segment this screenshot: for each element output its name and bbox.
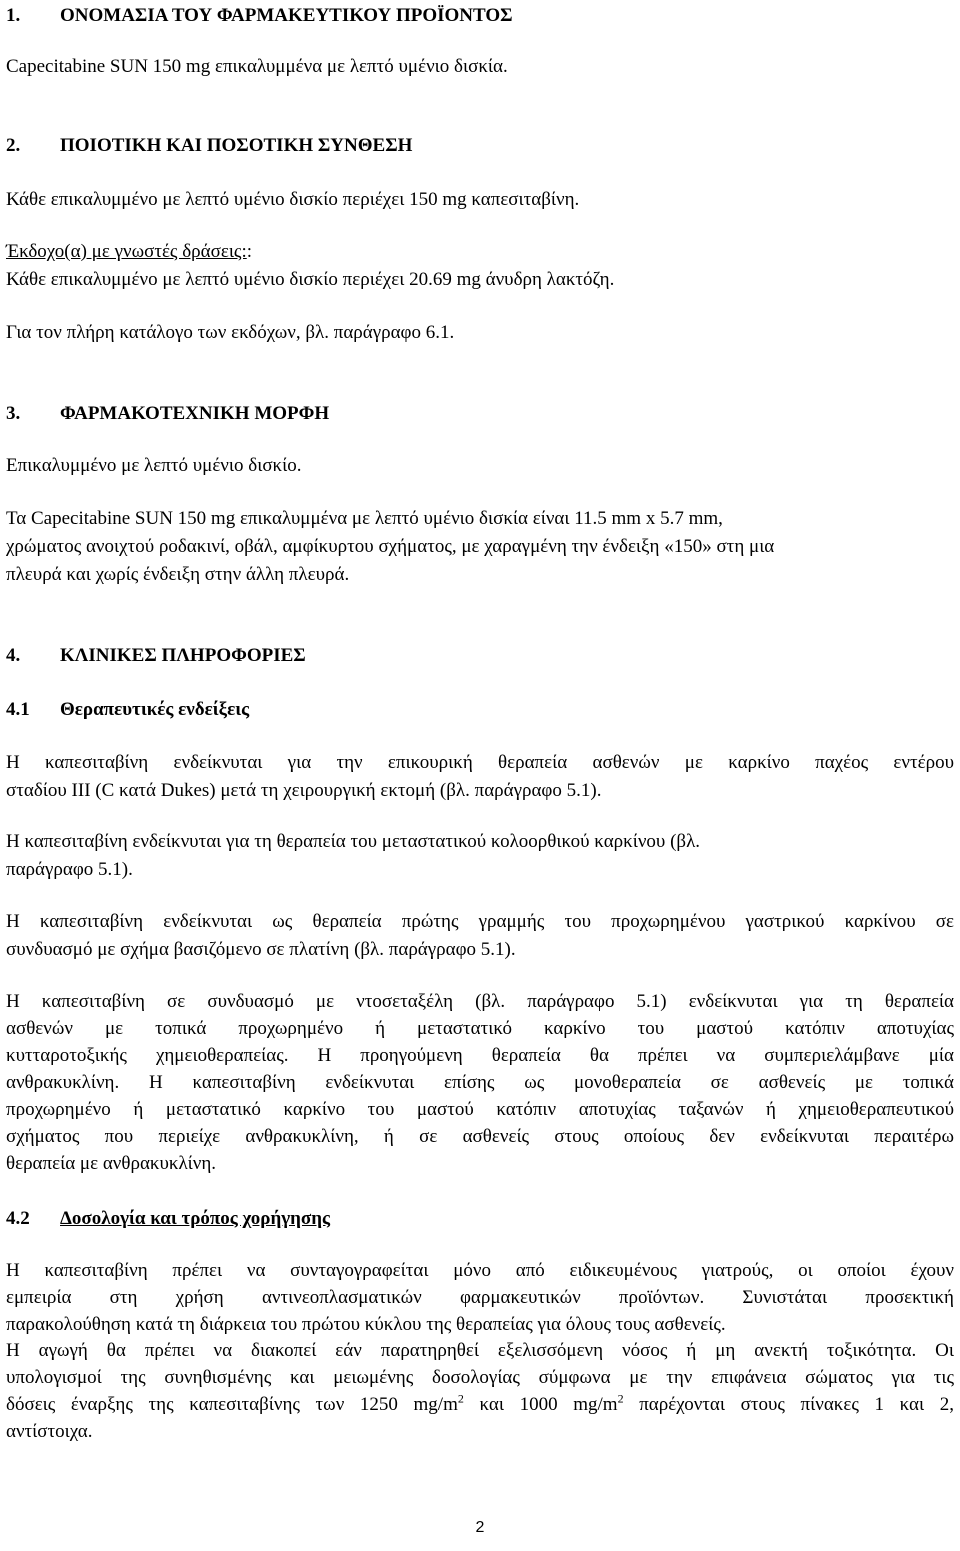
indication-a-line-1: Η καπεσιταβίνη ενδείκνυται για την επικουρική θεραπεία ασθενών με καρκίνο παχέος εντέρου — [6, 752, 954, 773]
section-number: 2. — [6, 135, 21, 156]
indication-d-line-4: ανθρακυκλίνη. Η καπεσιταβίνη ενδείκνυται επίσης ως μονοθεραπεία σε ασθενείς με τοπικά — [6, 1072, 954, 1093]
product-name-line: Capecitabine SUN 150 mg επικαλυμμένα με λεπτό υμένιο δισκία. — [6, 56, 508, 77]
dosage-line-4: Η αγωγή θα πρέπει να διακοπεί εάν παρατηρηθεί εξελισσόμενη νόσος ή μη ανεκτή τοξικότητα. Οι — [6, 1340, 954, 1361]
dosage-text: παρέχονται στους πίνακες 1 και 2, — [623, 1394, 954, 1415]
section-title: Θεραπευτικές ενδείξεις — [60, 699, 250, 720]
dosage-text: και 1000 mg/m — [463, 1394, 618, 1415]
section-4-1-heading — [6, 696, 249, 723]
section-2-heading — [6, 132, 412, 159]
section-3-heading — [6, 400, 329, 427]
section-title: ΟΝΟΜΑΣΙΑ ΤΟΥ ΦΑΡΜΑΚΕΥΤΙΚΟΥ ΠΡΟΪΟΝΤΟΣ — [60, 5, 513, 26]
excipients-reference-line: Για τον πλήρη κατάλογο των εκδόχων, βλ. παράγραφο 6.1. — [6, 322, 455, 343]
excipients-label — [6, 238, 252, 265]
dosage-line-7: αντίστοιχα. — [6, 1421, 93, 1442]
indication-c-line-1: Η καπεσιταβίνη ενδείκνυται ως θεραπεία πρώτης γραμμής του προχωρημένου γαστρικού καρκίνου σε — [6, 911, 954, 932]
dosage-line-1: Η καπεσιταβίνη πρέπει να συνταγογραφείται μόνο από ειδικευμένους γιατρούς, οι οποίοι έχουν — [6, 1260, 954, 1281]
section-4-heading — [6, 642, 306, 669]
indication-d-line-7: θεραπεία με ανθρακυκλίνη. — [6, 1153, 217, 1174]
section-number: 4.2 — [6, 1208, 30, 1229]
section-title: Δοσολογία και τρόπος χορήγησης — [60, 1208, 331, 1229]
indication-d-line-5: προχωρημένο ή μεταστατικό καρκίνο του μαστού κατόπιν αποτυχίας ταξανών ή χημειοθεραπευτικού — [6, 1099, 954, 1120]
dosage-text: δόσεις έναρξης της καπεσιταβίνης των 1250 mg/m — [6, 1394, 458, 1415]
indication-b-line-2: παράγραφο 5.1). — [6, 859, 133, 880]
indication-d-line-3: κυτταροτοξικής χημειοθεραπείας. Η προηγούμενη θεραπεία θα πρέπει να συμπεριελάμβανε μία — [6, 1045, 954, 1066]
section-title: ΦΑΡΜΑΚΟΤΕΧΝΙΚΗ ΜΟΡΦΗ — [60, 403, 330, 424]
description-line-2: χρώματος ανοιχτού ροδακινί, οβάλ, αμφίκυρτου σχήματος, με χαραγμένη την ένδειξη «150» στη μια — [6, 536, 775, 557]
indication-b-line-1: Η καπεσιταβίνη ενδείκνυται για τη θεραπεία του μεταστατικού κολοορθικού καρκίνου (βλ. — [6, 831, 701, 852]
indication-d-line-1: Η καπεσιταβίνη σε συνδυασμό με ντοσεταξέλη (βλ. παράγραφο 5.1) ενδείκνυται για τη θεραπεία — [6, 991, 954, 1012]
lactose-line: Κάθε επικαλυμμένο με λεπτό υμένιο δισκίο περιέχει 20.69 mg άνυδρη λακτόζη. — [6, 269, 615, 290]
section-number: 4. — [6, 645, 21, 666]
section-number: 4.1 — [6, 699, 30, 720]
page-number: 2 — [475, 1519, 485, 1536]
description-line-3: πλευρά και χωρίς ένδειξη στην άλλη πλευρά. — [6, 564, 350, 585]
section-title: ΠΟΙΟΤΙΚΗ ΚΑΙ ΠΟΣΟΤΙΚΗ ΣΥΝΘΕΣΗ — [60, 135, 413, 156]
form-line: Επικαλυμμένο με λεπτό υμένιο δισκίο. — [6, 455, 302, 476]
section-number: 1. — [6, 5, 21, 26]
dosage-line-6 — [6, 1391, 954, 1418]
indication-d-line-6: σχήματος που περιείχε ανθρακυκλίνη, ή σε ασθενείς στους οποίους δεν ενδείκνυται περαιτέρω — [6, 1126, 954, 1147]
indication-d-line-2: ασθενών με τοπικά προχωρημένο ή μεταστατικό καρκίνο του μαστού κατόπιν αποτυχίας — [6, 1018, 954, 1039]
dosage-line-5: υπολογισμοί της συνηθισμένης και μειωμένης δοσολογίας σύμφωνα με την επιφάνεια σώματος για τις — [6, 1367, 954, 1388]
indication-c-line-2: συνδυασμό με σχήμα βασιζόμενο σε πλατίνη (βλ. παράγραφο 5.1). — [6, 939, 516, 960]
superscript: 2 — [457, 1391, 464, 1406]
excipients-label-colon: : — [246, 241, 253, 262]
excipients-label-text: Έκδοχο(α) με γνωστές δράσεις: — [6, 241, 247, 262]
dosage-line-2: εμπειρία στη χρήση αντινεοπλασματικών φαρμακευτικών προϊόντων. Συνιστάται προσεκτική — [6, 1287, 954, 1308]
section-number: 3. — [6, 403, 21, 424]
section-title: ΚΛΙΝΙΚΕΣ ΠΛΗΡΟΦΟΡΙΕΣ — [60, 645, 306, 666]
description-line-1: Τα Capecitabine SUN 150 mg επικαλυμμένα με λεπτό υμένιο δισκία είναι 11.5 mm x 5.7 mm, — [6, 508, 723, 529]
section-1-heading — [6, 2, 513, 29]
composition-line: Κάθε επικαλυμμένο με λεπτό υμένιο δισκίο περιέχει 150 mg καπεσιταβίνη. — [6, 189, 580, 210]
dosage-line-3: παρακολούθηση κατά τη διάρκεια του πρώτου κύκλου της θεραπείας για όλους τους ασθενείς. — [6, 1314, 726, 1335]
section-4-2-heading — [6, 1205, 330, 1232]
indication-a-line-2: σταδίου ΙΙΙ (C κατά Dukes) μετά τη χειρουργική εκτομή (βλ. παράγραφο 5.1). — [6, 780, 602, 801]
superscript: 2 — [617, 1391, 624, 1406]
